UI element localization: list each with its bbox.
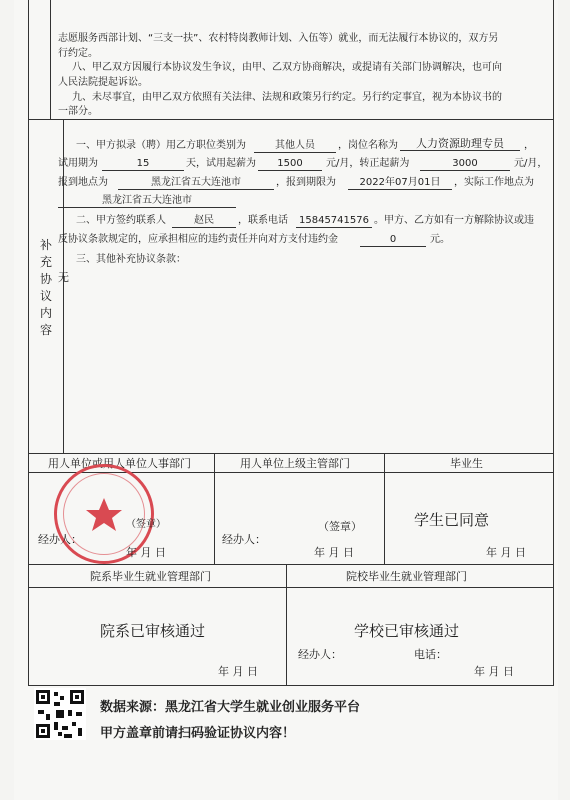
s1-trial-unit: 天，试用起薪为 xyxy=(186,158,256,169)
contact-phone-field: 15845741576 xyxy=(296,214,372,228)
clause-continued-line-1: 志愿服务西部计划、“三支一扶”、农村特岗教师计划、入伍等）就业，而无法履行本协议的，双方另 xyxy=(58,33,499,44)
s1-comma: ， xyxy=(524,140,534,151)
signature-divider-2 xyxy=(384,453,385,565)
graduate-date: 年 月 日 xyxy=(486,546,526,559)
s2-phone-label: ，联系电话 xyxy=(238,215,288,226)
graduate-header: 毕业生 xyxy=(450,457,483,470)
school-header: 院校毕业生就业管理部门 xyxy=(346,570,467,583)
s1-position-label: ，岗位名称为 xyxy=(338,140,398,151)
clause-9-line-1: 九、未尽事宜，由甲乙双方依照有关法律、法规和政策另行约定。另行约定事宜，视为本协议书的 xyxy=(72,92,502,103)
s1-report-deadline-label: ，报到期限为 xyxy=(276,177,336,188)
s1-prefix: 一、甲方拟录（聘）用乙方职位类别为 xyxy=(76,140,246,151)
graduate-status: 学生已同意 xyxy=(414,511,490,529)
management-header-rule xyxy=(28,587,554,588)
position-name-field: 人力资源助理专员 xyxy=(400,137,520,151)
employer-header: 用人单位或用人单位人事部门 xyxy=(48,457,191,470)
clause-8-line-2: 人民法院提起诉讼。 xyxy=(58,77,148,88)
s3-label: 三、其他补充协议条款： xyxy=(76,254,186,265)
dept-header: 院系毕业生就业管理部门 xyxy=(90,570,211,583)
school-phone-label: 电话： xyxy=(414,648,447,661)
agreement-page xyxy=(14,0,558,800)
contact-person-field: 赵民 xyxy=(172,214,236,228)
clause-9-line-2: 一部分。 xyxy=(58,106,98,117)
superior-seal-label: （签章） xyxy=(318,520,362,533)
qr-code-icon xyxy=(34,688,86,740)
report-place-field: 黑龙江省五大连池市 xyxy=(118,176,274,190)
work-place-field: 黑龙江省五大连池市 xyxy=(58,194,236,208)
employer-date: 年 月 日 xyxy=(126,546,166,559)
s3-value: 无 xyxy=(58,271,69,284)
trial-days-field: 15 xyxy=(102,157,184,171)
s1-report-place-label: 报到地点为 xyxy=(58,177,108,188)
superior-handler-label: 经办人： xyxy=(222,533,266,546)
s1-trial-label: 试用期为 xyxy=(58,158,98,169)
s2-text-b: 反协议条款规定的，应承担相应的违约责任并向对方支付违约金 xyxy=(58,234,338,245)
s1-salary-unit-2: 元/月， xyxy=(514,158,548,169)
regular-salary-field: 3000 xyxy=(420,157,510,171)
superior-date: 年 月 日 xyxy=(314,546,354,559)
school-status: 学校已审核通过 xyxy=(354,622,460,640)
supplement-side-label: 补 充 协 议 内 容 xyxy=(39,238,52,337)
clauses-left-margin xyxy=(28,0,51,120)
management-divider xyxy=(286,564,287,686)
s2-contact-label: 二、甲方签约联系人 xyxy=(76,215,166,226)
employer-handler-label: 经办人： xyxy=(38,533,82,546)
s1-work-place-label: ，实际工作地点为 xyxy=(454,177,534,188)
dept-date: 年 月 日 xyxy=(218,665,258,678)
clause-continued-line-2: 行约定。 xyxy=(58,48,98,59)
job-category-field: 其他人员 xyxy=(254,139,336,153)
s2-unit: 元。 xyxy=(430,234,450,245)
dept-status: 院系已审核通过 xyxy=(100,622,206,640)
school-handler-label: 经办人： xyxy=(298,648,342,661)
superior-header: 用人单位上级主管部门 xyxy=(240,457,350,470)
employer-seal-label: （签章） xyxy=(126,519,166,530)
data-source-notice: 数据来源：黑龙江省大学生就业创业服务平台 xyxy=(100,700,361,715)
report-deadline-field: 2022年07月01日 xyxy=(348,176,452,190)
signature-divider-1 xyxy=(214,453,215,565)
s2-text-a: 。甲方、乙方如有一方解除协议或违 xyxy=(374,215,534,226)
clause-8-line-1: 八、甲乙双方因履行本协议发生争议，由甲、乙双方协商解决，或提请有关部门协调解决，也可向 xyxy=(72,62,502,73)
penalty-field: 0 xyxy=(360,233,426,247)
trial-salary-field: 1500 xyxy=(258,157,322,171)
s1-salary-unit: 元/月，转正起薪为 xyxy=(326,158,410,169)
school-date: 年 月 日 xyxy=(474,665,514,678)
verify-notice: 甲方盖章前请扫码验证协议内容！ xyxy=(100,726,296,741)
